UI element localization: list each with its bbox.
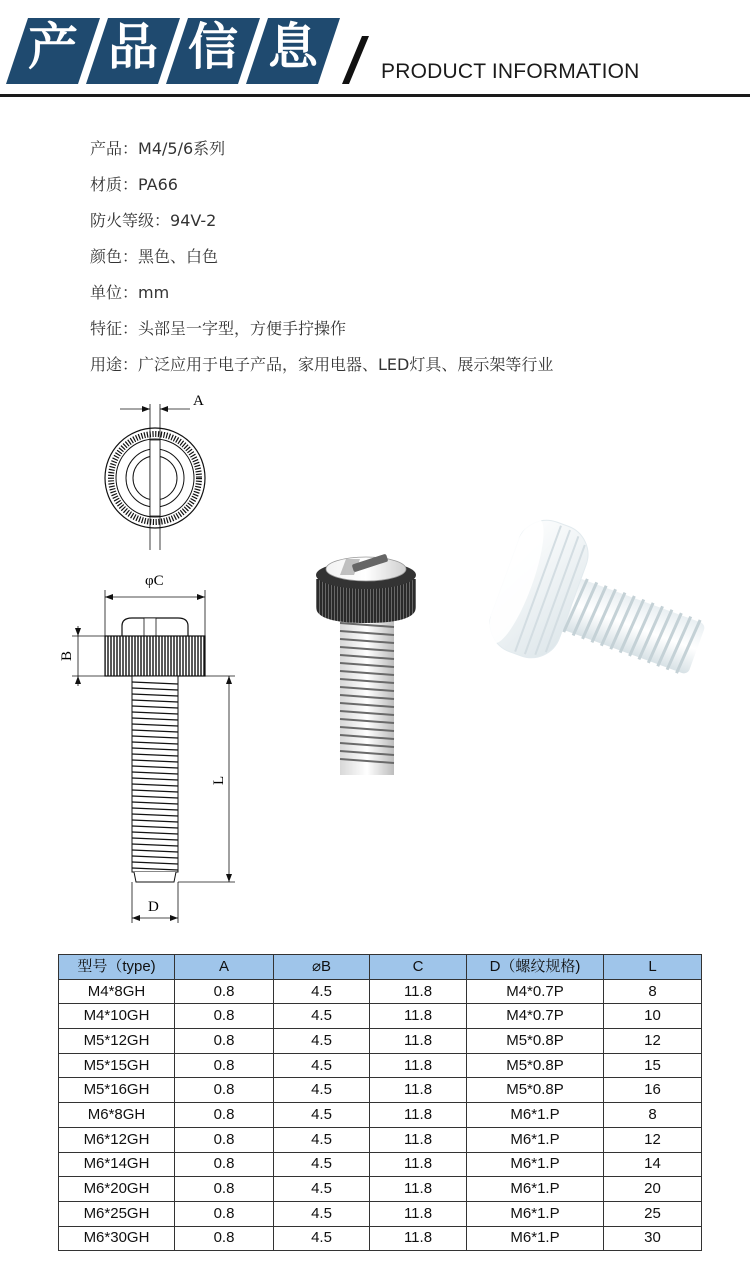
cell-b: 4.5 [274, 1029, 370, 1054]
info-row-color [90, 244, 553, 280]
table-row [59, 1152, 702, 1177]
header-char-3: 信 [188, 18, 238, 76]
info-label: 单位： [90, 283, 139, 302]
cell-a: 0.8 [175, 1152, 274, 1177]
cell-type: M4*10GH [59, 1004, 175, 1029]
cell-a: 0.8 [175, 1078, 274, 1103]
cell-b: 4.5 [274, 1103, 370, 1128]
table-row [59, 1053, 702, 1078]
cell-l: 12 [604, 1127, 702, 1152]
col-header-b: ⌀B [274, 955, 370, 980]
cell-type: M6*20GH [59, 1177, 175, 1202]
info-label: 颜色： [90, 247, 139, 266]
col-header-d: D（螺纹规格) [467, 955, 604, 980]
cell-c: 11.8 [370, 1152, 467, 1177]
cell-d: M5*0.8P [467, 1053, 604, 1078]
cell-a: 0.8 [175, 1053, 274, 1078]
cell-b: 4.5 [274, 1127, 370, 1152]
cell-c: 11.8 [370, 1127, 467, 1152]
table-row [59, 1177, 702, 1202]
dim-label-c: φC [145, 573, 164, 589]
table-header-row [59, 955, 702, 980]
cell-type: M5*12GH [59, 1029, 175, 1054]
cell-c: 11.8 [370, 1029, 467, 1054]
cell-b: 4.5 [274, 1053, 370, 1078]
col-header-l: L [604, 955, 702, 980]
cell-type: M6*14GH [59, 1152, 175, 1177]
cell-l: 10 [604, 1004, 702, 1029]
cell-d: M6*1.P [467, 1152, 604, 1177]
dim-label-d: D [148, 899, 159, 915]
info-row-material [90, 172, 553, 208]
side-view-slot [144, 618, 156, 636]
cell-b: 4.5 [274, 1152, 370, 1177]
cell-c: 11.8 [370, 1053, 467, 1078]
cell-a: 0.8 [175, 979, 274, 1004]
side-view-knurled-head [105, 636, 205, 676]
cell-b: 4.5 [274, 1078, 370, 1103]
cell-c: 11.8 [370, 1226, 467, 1251]
technical-drawing [50, 390, 280, 930]
info-value: 黑色、白色 [138, 247, 219, 266]
cell-d: M5*0.8P [467, 1078, 604, 1103]
cell-b: 4.5 [274, 1201, 370, 1226]
cell-l: 25 [604, 1201, 702, 1226]
header-subtitle: PRODUCT INFORMATION [381, 60, 640, 83]
cell-l: 14 [604, 1152, 702, 1177]
cell-c: 11.8 [370, 1103, 467, 1128]
cell-l: 8 [604, 979, 702, 1004]
cell-b: 4.5 [274, 1004, 370, 1029]
table-row [59, 1078, 702, 1103]
top-view-slot [150, 440, 160, 516]
cell-c: 11.8 [370, 1078, 467, 1103]
cell-d: M4*0.7P [467, 1004, 604, 1029]
cell-type: M6*8GH [59, 1103, 175, 1128]
info-row-feature [90, 316, 553, 352]
cell-a: 0.8 [175, 1127, 274, 1152]
info-row-usage [90, 352, 553, 388]
header-char-2: 品 [108, 18, 158, 76]
cell-a: 0.8 [175, 1004, 274, 1029]
table-row [59, 1029, 702, 1054]
info-row-unit [90, 280, 553, 316]
cell-l: 16 [604, 1078, 702, 1103]
spec-table [58, 954, 702, 1251]
info-value: 头部呈一字型，方便手拧操作 [138, 319, 347, 338]
cell-type: M4*8GH [59, 979, 175, 1004]
cell-d: M6*1.P [467, 1127, 604, 1152]
info-label: 用途： [90, 355, 139, 374]
col-header-a: A [175, 955, 274, 980]
photo-white-screw [460, 505, 730, 705]
cell-c: 11.8 [370, 1177, 467, 1202]
info-value: PA66 [138, 175, 178, 194]
header-slash [342, 36, 369, 84]
info-value: mm [138, 283, 170, 302]
cell-c: 11.8 [370, 1004, 467, 1029]
dim-label-b: B [59, 650, 75, 661]
cell-c: 11.8 [370, 1201, 467, 1226]
cell-type: M6*30GH [59, 1226, 175, 1251]
info-label: 产品： [90, 139, 139, 158]
table-row [59, 979, 702, 1004]
header-char-4: 息 [268, 18, 318, 76]
product-info-list [90, 136, 553, 388]
cell-l: 8 [604, 1103, 702, 1128]
info-label: 特征： [90, 319, 139, 338]
cell-d: M6*1.P [467, 1201, 604, 1226]
table-row [59, 1226, 702, 1251]
info-label: 材质： [90, 175, 139, 194]
cell-l: 20 [604, 1177, 702, 1202]
table-row [59, 1127, 702, 1152]
info-label: 防火等级： [90, 211, 171, 230]
side-view-thread [132, 676, 178, 882]
dim-label-a: A [193, 393, 204, 409]
header-char-1: 产 [28, 18, 78, 76]
table-row [59, 1103, 702, 1128]
cell-b: 4.5 [274, 979, 370, 1004]
cell-a: 0.8 [175, 1177, 274, 1202]
info-value: 广泛应用于电子产品，家用电器、LED灯具、展示架等行业 [138, 355, 554, 374]
cell-c: 11.8 [370, 979, 467, 1004]
cell-d: M4*0.7P [467, 979, 604, 1004]
info-row-product [90, 136, 553, 172]
col-header-type: 型号（type) [59, 955, 175, 980]
dim-label-l: L [211, 775, 227, 785]
cell-type: M5*15GH [59, 1053, 175, 1078]
cell-type: M6*25GH [59, 1201, 175, 1226]
cell-d: M5*0.8P [467, 1029, 604, 1054]
table-row [59, 1201, 702, 1226]
table-row [59, 1004, 702, 1029]
cell-d: M6*1.P [467, 1177, 604, 1202]
cell-type: M6*12GH [59, 1127, 175, 1152]
cell-b: 4.5 [274, 1177, 370, 1202]
cell-a: 0.8 [175, 1103, 274, 1128]
cell-l: 12 [604, 1029, 702, 1054]
cell-d: M6*1.P [467, 1226, 604, 1251]
section-header [0, 0, 750, 100]
cell-l: 15 [604, 1053, 702, 1078]
cell-a: 0.8 [175, 1029, 274, 1054]
cell-type: M5*16GH [59, 1078, 175, 1103]
col-header-c: C [370, 955, 467, 980]
info-row-fire-rating [90, 208, 553, 244]
cell-a: 0.8 [175, 1201, 274, 1226]
cell-l: 30 [604, 1226, 702, 1251]
cell-a: 0.8 [175, 1226, 274, 1251]
cell-b: 4.5 [274, 1226, 370, 1251]
info-value: M4/5/6系列 [138, 139, 226, 158]
info-value: 94V-2 [170, 211, 217, 230]
header-underline [0, 94, 750, 97]
cell-d: M6*1.P [467, 1103, 604, 1128]
photo-black-screw [300, 545, 440, 775]
